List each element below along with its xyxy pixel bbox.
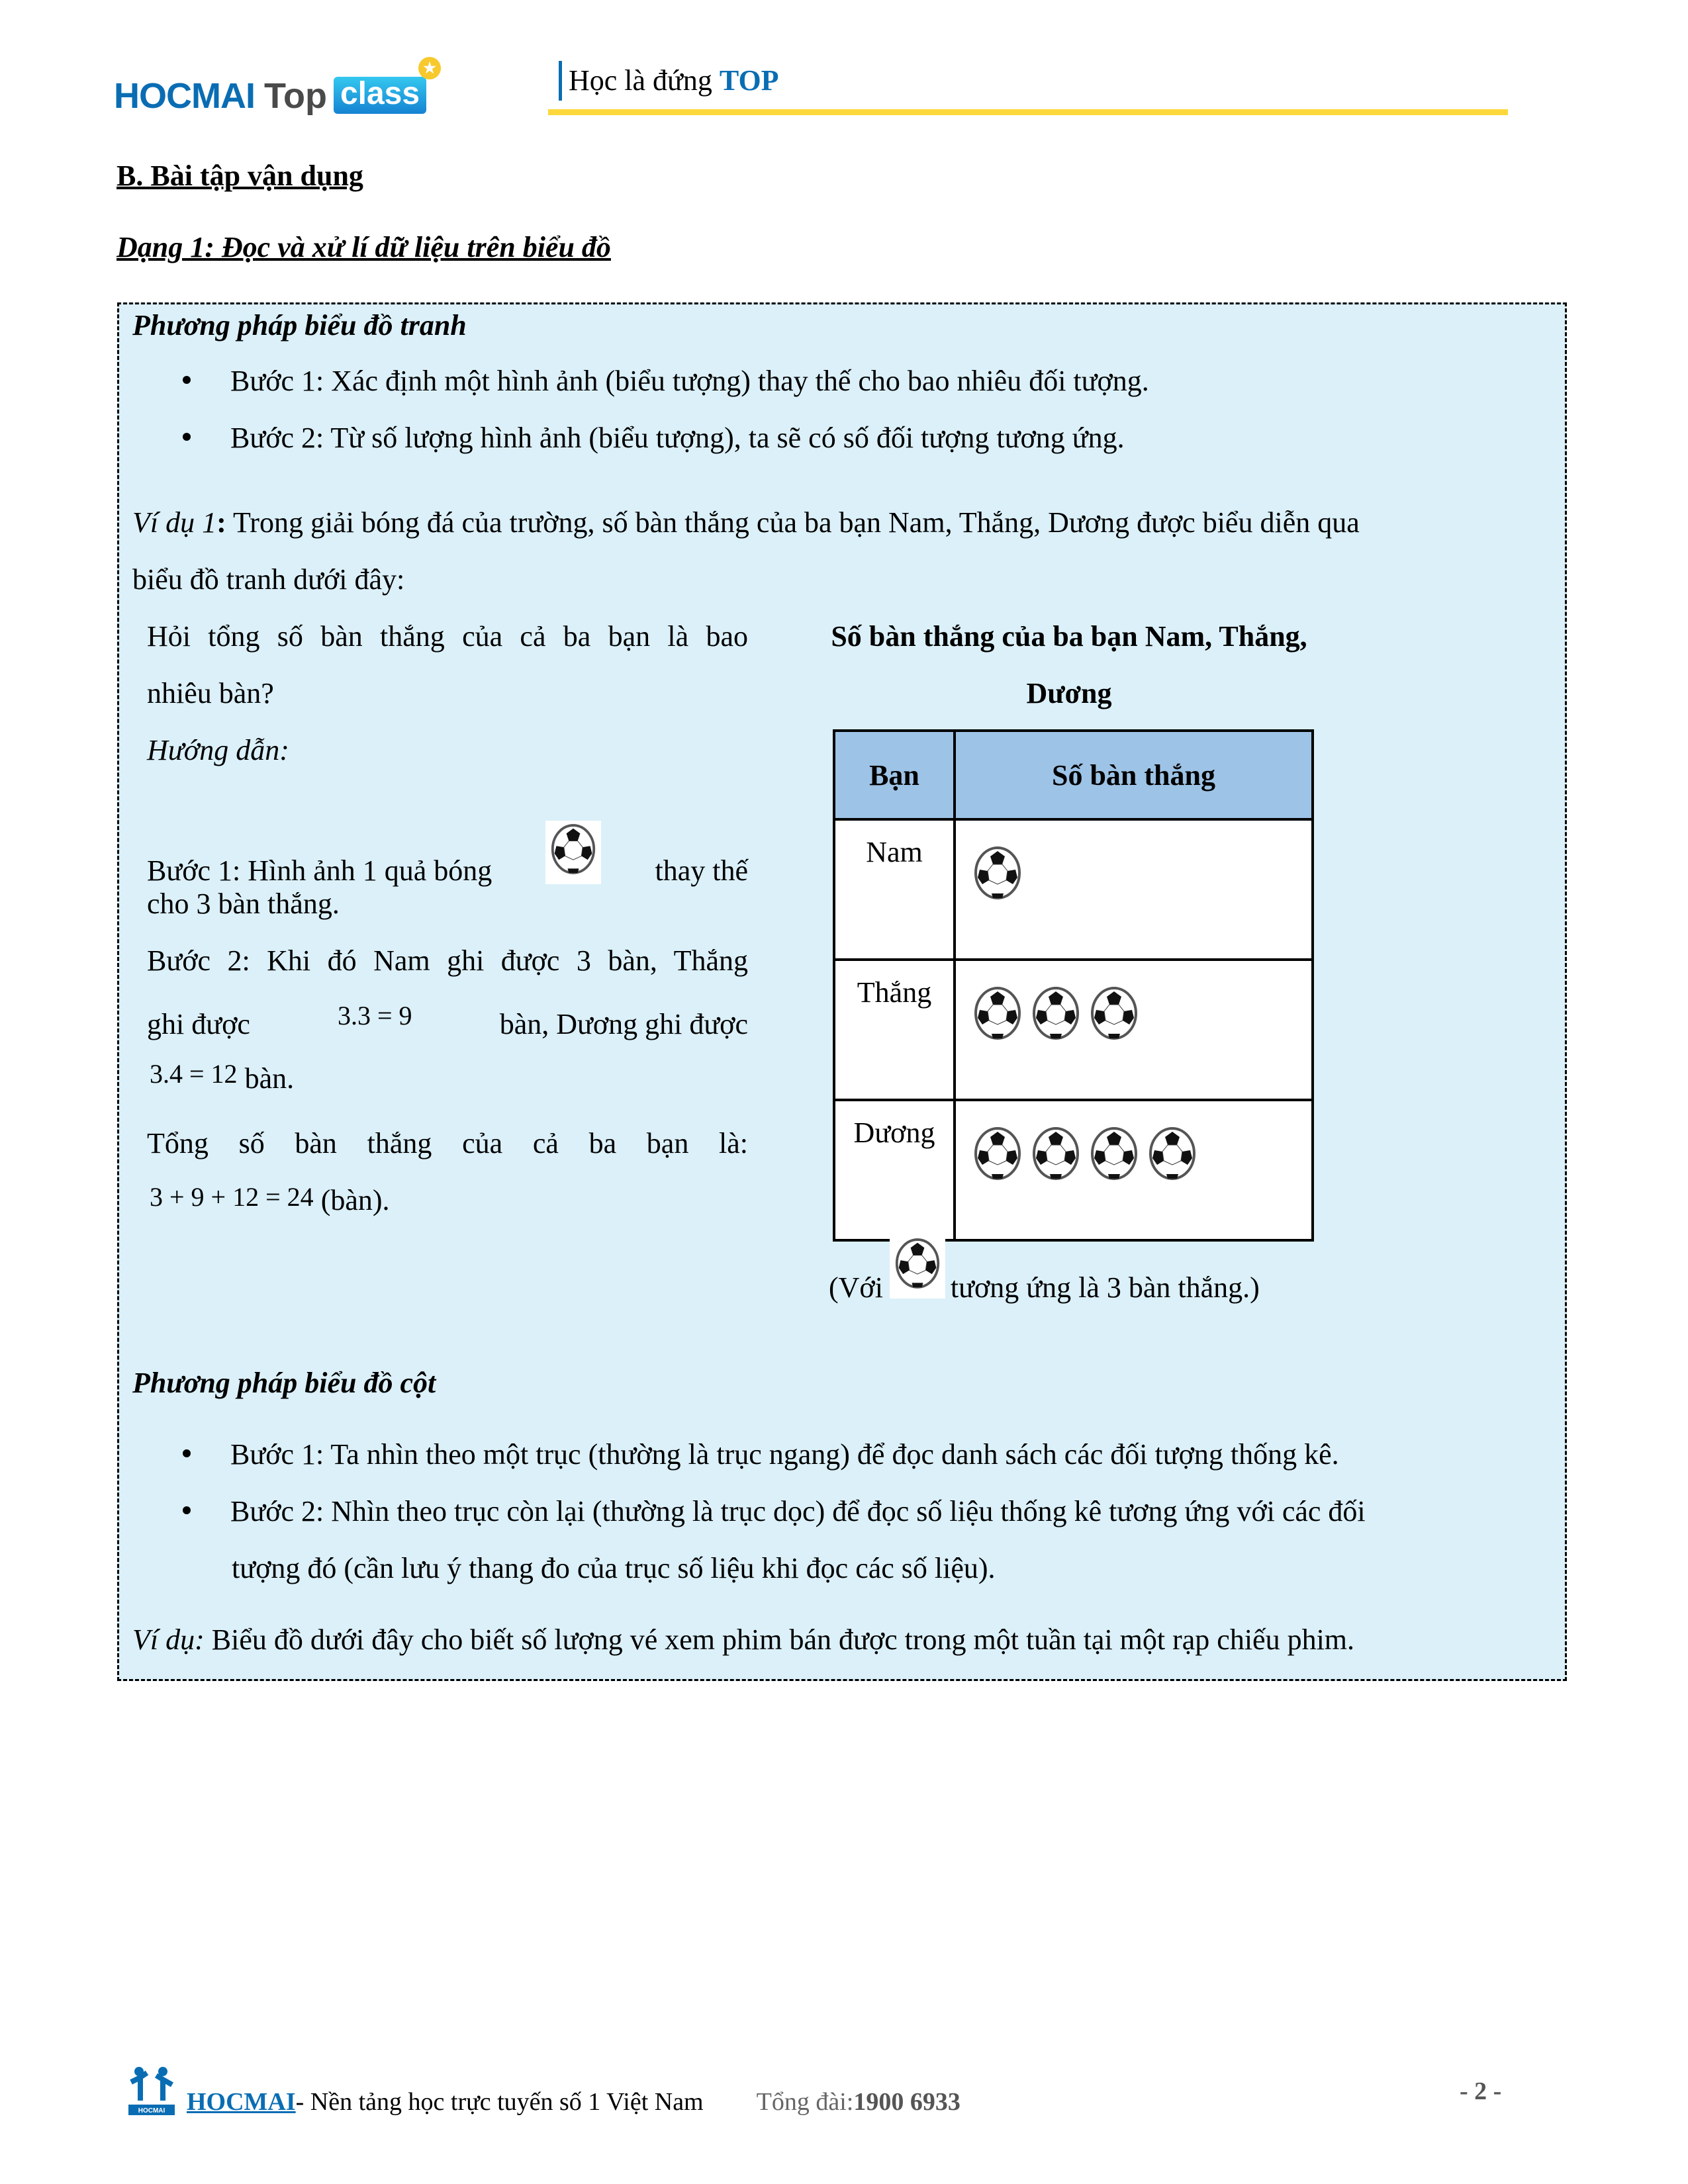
bar-step-2 <box>183 1492 1366 1531</box>
logo-class-badge <box>334 60 436 114</box>
row-icons-cell <box>955 960 1313 1100</box>
step1-text-a: Bước 1: Hình ảnh 1 quả bóng <box>147 854 492 887</box>
step2-text-b2: bàn, Dương ghi được <box>499 1008 748 1040</box>
example1-label: Ví dụ 1 <box>132 506 217 539</box>
bar-example <box>132 1620 1354 1660</box>
example1-line2: biểu đồ tranh dưới đây: <box>132 563 405 596</box>
section-title: B. Bài tập vận dụng <box>117 159 363 192</box>
step1-text-b: thay thế <box>655 854 748 887</box>
math-3x3: 3.3 = 9 <box>338 1001 412 1030</box>
bar-step-2-text-1: Bước 2: Nhìn theo trục còn lại (thường là trục dọc) để đọc số liệu thống kê tương ứng với các đối <box>230 1495 1366 1527</box>
legend-text-a: (Với <box>829 1271 883 1304</box>
soccer-ball-icon <box>1031 1126 1080 1181</box>
pictograph-step-1 <box>183 361 1149 401</box>
bullet-icon <box>183 1506 191 1514</box>
step2-line2 <box>147 1001 748 1045</box>
soccer-ball-icon <box>890 1235 945 1298</box>
logo-class-text: class <box>340 76 420 111</box>
table-row <box>834 819 1313 960</box>
soccer-ball-icon <box>973 986 1022 1040</box>
soccer-ball-icon <box>973 1126 1022 1181</box>
bullet-icon <box>183 1449 191 1457</box>
footer <box>126 2064 961 2116</box>
bar-example-text: Biểu đồ dưới đây cho biết số lượng vé xem phim bán được trong một tuần tại một rạp chiếu phim. <box>204 1623 1355 1656</box>
tagline-text: Học là đứng <box>569 64 712 97</box>
ball-icons <box>956 961 1311 1040</box>
table-row <box>834 960 1313 1100</box>
total-unit: (bàn). <box>320 1184 390 1216</box>
row-name-cell: Nam <box>834 819 955 960</box>
ball-icons <box>956 1101 1311 1181</box>
bar-step-1 <box>183 1435 1339 1475</box>
svg-text:HOCMAI: HOCMAI <box>138 2107 165 2115</box>
row-name-cell: Dương <box>834 1100 955 1240</box>
guide-label: Hướng dẫn: <box>147 734 289 766</box>
dang-title: Dạng 1: Đọc và xử lí dữ liệu trên biểu đồ <box>117 231 611 263</box>
row-icons-cell <box>955 819 1313 960</box>
bullet-icon <box>183 433 191 441</box>
bar-step-1-text: Bước 1: Ta nhìn theo một trục (thường là trục ngang) để đọc danh sách các đối tượng thống kê. <box>230 1438 1339 1471</box>
step2-line3 <box>150 1059 294 1099</box>
example1-colon: : <box>216 506 226 539</box>
step2-line1: Bước 2: Khi đó Nam ghi được 3 bàn, Thắng <box>147 944 748 977</box>
example1-text-1: Trong giải bóng đá của trường, số bàn thắng của ba bạn Nam, Thắng, Dương được biểu diễn qua <box>226 506 1360 539</box>
pictograph-method-title: Phương pháp biểu đồ tranh <box>132 309 467 341</box>
hocmai-topclass-logo <box>114 60 436 116</box>
soccer-ball-icon <box>1031 986 1080 1040</box>
bar-step-2-text-2: tượng đó (cần lưu ý thang đo của trục số liệu khi đọc các số liệu). <box>232 1552 996 1584</box>
step2-text-b1: ghi được <box>147 1008 250 1040</box>
pictograph-legend <box>829 1244 1260 1308</box>
soccer-ball-icon <box>973 846 1022 900</box>
pictograph-title-line2: Dương <box>1026 677 1112 709</box>
bar-example-label: Ví dụ: <box>132 1623 205 1656</box>
hocmai-footer-logo-icon <box>126 2064 177 2116</box>
logo-hocmai-text: HOCMAI <box>114 76 255 116</box>
step2-text-c: bàn. <box>244 1062 295 1095</box>
table-header-row <box>834 731 1313 819</box>
page-number: - 2 - <box>1460 2077 1502 2105</box>
footer-phone: 1900 6933 <box>853 2088 961 2116</box>
row-name-cell: Thắng <box>834 960 955 1100</box>
tagline <box>559 61 779 101</box>
header-divider <box>548 109 1508 115</box>
math-total: 3 + 9 + 12 = 24 <box>150 1182 314 1212</box>
pictograph-step-2 <box>183 418 1125 458</box>
soccer-ball-icon <box>545 821 601 884</box>
row-icons-cell <box>955 1100 1313 1240</box>
logo-top-text: Top <box>263 76 327 116</box>
step1-line <box>147 827 748 891</box>
total-line2 <box>150 1181 390 1221</box>
example1-line1 <box>132 503 1360 543</box>
tagline-highlight: TOP <box>719 64 779 97</box>
question-line2: nhiêu bàn? <box>147 677 274 709</box>
pictograph-table <box>833 729 1314 1242</box>
pictograph-title-line1: Số bàn thắng của ba bạn Nam, Thắng, <box>831 620 1307 653</box>
col-header-ban: Bạn <box>834 731 955 819</box>
soccer-ball-icon <box>1090 1126 1139 1181</box>
math-3x4: 3.4 = 12 <box>150 1059 238 1089</box>
step1-line2: cho 3 bàn thắng. <box>147 887 340 920</box>
soccer-ball-icon <box>1148 1126 1197 1181</box>
footer-brand-link[interactable]: HOCMAI <box>187 2088 296 2116</box>
bullet-icon <box>183 376 191 384</box>
footer-phone-label: Tổng đài: <box>756 2088 854 2116</box>
soccer-ball-icon <box>1090 986 1139 1040</box>
total-line1: Tổng số bàn thắng của cả ba bạn là: <box>147 1127 748 1160</box>
pictograph-step-1-text: Bước 1: Xác định một hình ảnh (biểu tượng) thay thế cho bao nhiêu đối tượng. <box>230 365 1149 397</box>
star-badge-icon: ★ <box>418 57 441 79</box>
ball-icons <box>956 821 1311 900</box>
legend-text-b: tương ứng là 3 bàn thắng.) <box>950 1271 1260 1304</box>
footer-slogan: - Nền tảng học trực tuyến số 1 Việt Nam <box>295 2088 704 2116</box>
col-header-so-ban-thang: Số bàn thắng <box>955 731 1313 819</box>
pictograph-step-2-text: Bước 2: Từ số lượng hình ảnh (biểu tượng), ta sẽ có số đối tượng tương ứng. <box>230 422 1125 454</box>
question-line1: Hỏi tổng số bàn thắng của cả ba bạn là bao <box>147 620 748 653</box>
bar-method-title: Phương pháp biểu đồ cột <box>132 1367 436 1399</box>
table-row <box>834 1100 1313 1240</box>
